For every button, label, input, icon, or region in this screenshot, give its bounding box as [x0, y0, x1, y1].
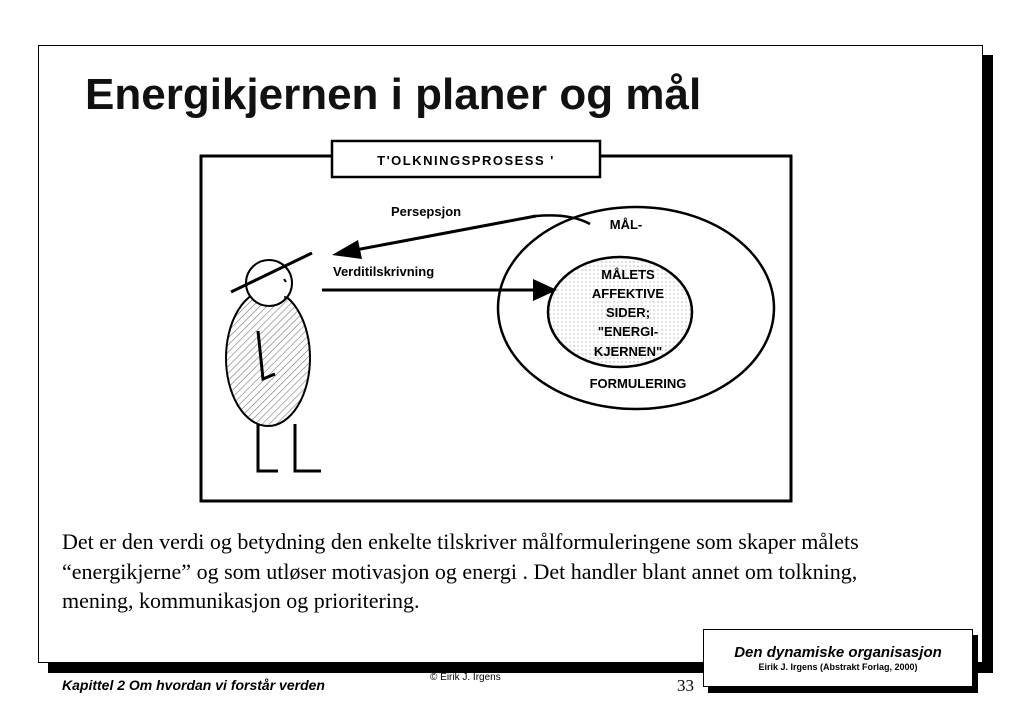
footer-chapter: Kapittel 2 Om hvordan vi forstår verden: [62, 677, 325, 693]
book-title: Den dynamiske organisasjon: [734, 644, 942, 661]
inner-label-line-2: AFFEKTIVE: [591, 286, 665, 301]
inner-label-line-5: KJERNEN": [593, 344, 663, 359]
book-reference-box: [703, 629, 973, 687]
book-subtitle: Eirik J. Irgens (Abstrakt Forlag, 2000): [758, 662, 918, 672]
slide-title: Energikjernen i planer og mål: [85, 70, 702, 119]
page-number: 33: [677, 676, 694, 695]
value-label: Verditilskrivning: [333, 264, 435, 279]
outer-bottom-label: FORMULERING: [589, 376, 687, 391]
inner-label-line-4: "ENERGI-: [597, 324, 659, 339]
person-body: [226, 290, 310, 426]
outer-top-label: MÅL-: [609, 217, 643, 232]
inner-label-line-3: SIDER;: [605, 305, 651, 320]
footer-copyright: © Eirik J. Irgens: [430, 672, 501, 683]
slide-body-text: Det er den verdi og betydning den enkelte tilskriver målformuleringene som skaper målets “energikjerne” og som utløser motivasjon og energi . Det handler blant annet om tolkning, mening, kommunikasjon og prioritering.: [62, 529, 859, 613]
process-label: T'OLKNINGSPROSESS ': [377, 153, 555, 168]
inner-label-line-1: MÅLETS: [601, 267, 655, 282]
perception-label: Persepsjon: [391, 204, 462, 219]
